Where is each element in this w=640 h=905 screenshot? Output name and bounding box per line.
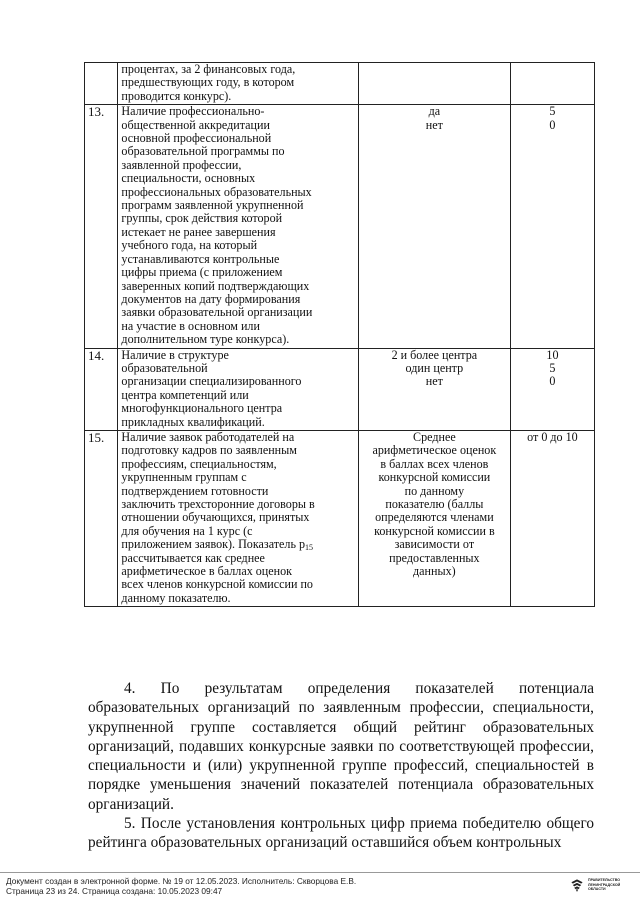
value-line: арифметическое оценок [372, 443, 497, 458]
value-line: зависимости от [394, 537, 475, 552]
points-line: 0 [549, 374, 556, 389]
body-text [88, 679, 594, 853]
desc-line: для обучения на 1 курс (с [121, 523, 253, 538]
desc-line: документов на дату формирования [121, 291, 301, 306]
row-number: 14. [85, 348, 118, 430]
row-values [358, 430, 510, 606]
value-line: в баллах всех членов [380, 456, 489, 471]
table-row [85, 348, 595, 430]
gov-caption-line: ОБЛАСТИ [588, 887, 606, 892]
desc-line: всех членов конкурсной комиссии по [121, 577, 313, 592]
gov-caption-line: ЛЕНИНГРАДСКОЙ [588, 882, 621, 887]
government-logo [570, 878, 620, 892]
value-line: конкурсной комиссии в [374, 523, 495, 538]
criteria-table [84, 62, 595, 607]
desc-line: центра компетенций или [121, 387, 249, 402]
desc-line: проводится конкурс). [121, 88, 232, 103]
value-line: 2 и более центра [391, 347, 478, 362]
row-values [358, 105, 510, 348]
row-points [510, 430, 594, 606]
desc-line: профессиям, специальностям, [121, 456, 277, 471]
value-line: определяются членами [375, 510, 494, 525]
desc-text: приложением заявок). Показатель р [121, 537, 306, 552]
desc-line: учебного года, на который [121, 238, 258, 253]
points-line: 10 [546, 347, 559, 362]
desc-line: программ заявленной укрупненной [121, 198, 304, 213]
desc-line: дополнительном туре конкурса). [121, 332, 290, 347]
footer-divider [0, 872, 640, 873]
value-line: показателю (баллы [385, 497, 484, 511]
desc-line: прикладных квалификаций. [121, 414, 265, 429]
desc-line: образовательной [121, 360, 208, 375]
desc-line: подготовку кадров по заявленным [121, 443, 297, 458]
desc-line-with-subscript [121, 538, 354, 551]
value-line: нет [425, 117, 443, 132]
value-line: один центр [405, 360, 464, 375]
desc-line: организации специализированного [121, 374, 302, 389]
points-line: 5 [549, 360, 556, 375]
government-caption [588, 878, 620, 891]
table-row [85, 105, 595, 348]
desc-line: заявленной профессии, [121, 157, 242, 172]
desc-line: заверенных копий подтверждающих [121, 278, 310, 293]
desc-line: Наличие заявок работодателей на [121, 429, 295, 444]
value-line: Среднее [413, 429, 456, 444]
value-line: конкурсной комиссии [378, 470, 491, 485]
desc-line: предшествующих году, в котором [121, 75, 295, 90]
document-footer [6, 876, 356, 897]
desc-line: процентах, за 2 финансовых года, [121, 62, 296, 76]
desc-line: подтверждением готовности [121, 483, 269, 498]
desc-line: заключить трехсторонние договоры в [121, 497, 315, 511]
footer-line-1: Документ создан в электронной форме. № 19 от 12.05.2023. Исполнитель: Скворцова Е.В. [6, 876, 357, 886]
value-line: предоставленных [389, 550, 480, 565]
gov-caption-line: ПРАВИТЕЛЬСТВО [588, 878, 621, 883]
desc-line: укрупненным группам с [121, 470, 247, 485]
desc-line: заявки образовательной организации [121, 305, 313, 320]
desc-line: истекает не ранее завершения [121, 224, 276, 239]
row-number: 15. [85, 430, 118, 606]
desc-line: Наличие профессионально- [121, 104, 265, 119]
row-description [118, 348, 358, 430]
row-points [510, 348, 594, 430]
value-line: данных) [413, 564, 456, 579]
desc-line: устанавливаются контрольные [121, 251, 280, 266]
desc-line: профессиональных образовательных [121, 184, 312, 199]
points-line: от 0 до 10 [527, 429, 578, 444]
value-line: по данному [404, 483, 465, 498]
row-number [85, 63, 118, 105]
table-row [85, 63, 595, 105]
desc-line: основной профессиональной [121, 131, 272, 146]
paragraph-4: 4. По результатам определения показателей потенциала образовательных организаций по заявленным профессии, специальности, укрупненной группе составляется общий рейтинг образовательных организаций, подавших конкурсные заявки по соответствующей профессии, специальности и (или) укрупненной группе профессий, специальностей в порядке уменьшения значений показателей потенциала образовательных организаций. [88, 680, 594, 813]
paragraph-5: 5. После установления контрольных цифр приема победителю общего рейтинга образовательных организаций оставшийся объем контрольных [88, 815, 594, 852]
row-points [510, 105, 594, 348]
indicator-subscript: 15 [305, 543, 314, 553]
row-description [118, 105, 358, 348]
desc-line: специальности, основных [121, 171, 256, 186]
points-line: 5 [549, 104, 556, 119]
desc-line: на участие в основном или [121, 318, 260, 333]
desc-line: отношении обучающихся, принятых [121, 510, 310, 525]
desc-line: Наличие в структуре [121, 347, 229, 362]
value-line: нет [425, 374, 443, 389]
row-values [358, 348, 510, 430]
table-row [85, 430, 595, 606]
row-values [358, 63, 510, 105]
desc-line: данному показателю. [121, 590, 231, 605]
desc-line: общественной аккредитации [121, 117, 270, 132]
government-emblem-icon [570, 878, 584, 892]
desc-line: рассчитывается как среднее [121, 550, 265, 565]
row-number: 13. [85, 105, 118, 348]
row-points [510, 63, 594, 105]
desc-line: многофункционального центра [121, 401, 283, 416]
footer-line-2: Страница 23 из 24. Страница создана: 10.05.2023 09:47 [6, 886, 223, 897]
row-description [118, 430, 358, 606]
desc-line: цифры приема (с приложением [121, 265, 283, 280]
points-line: 0 [549, 117, 556, 132]
value-line: да [428, 104, 441, 119]
desc-line: арифметическое в баллах оценок [121, 564, 293, 579]
row-description [118, 63, 358, 105]
desc-line: образовательной программы по [121, 144, 285, 159]
desc-line: группы, срок действия которой [121, 211, 283, 226]
